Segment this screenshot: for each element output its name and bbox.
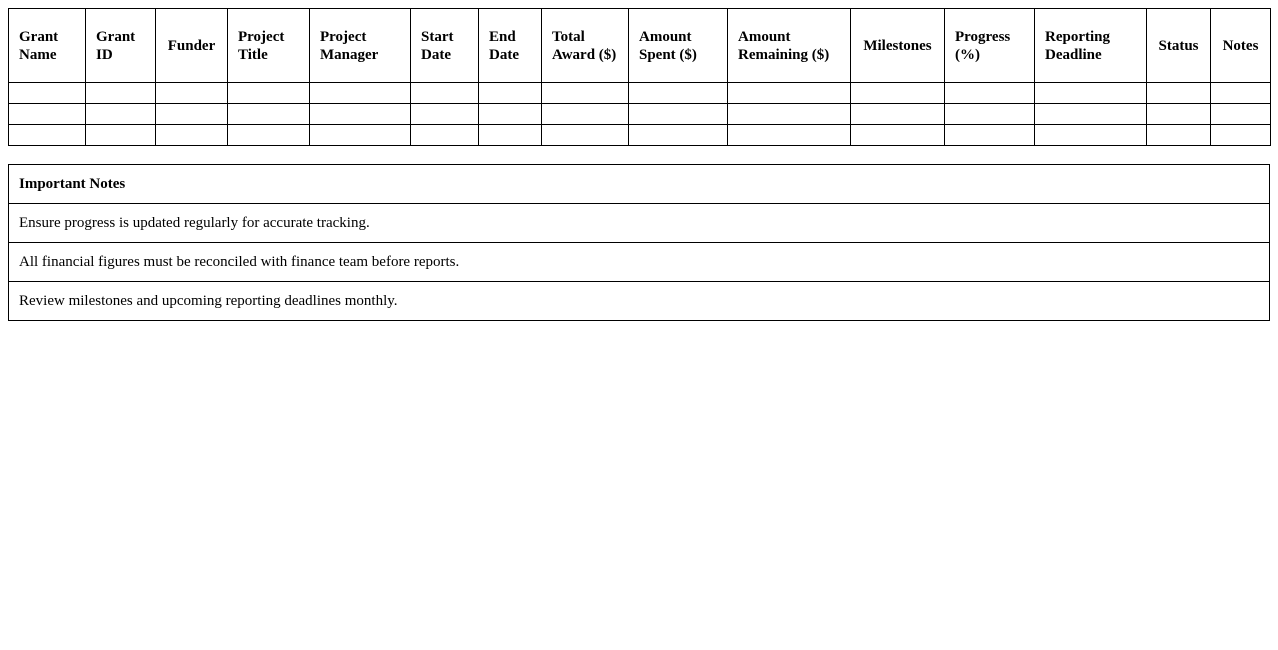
table-cell[interactable] — [851, 83, 945, 104]
table-body — [9, 83, 1271, 146]
table-cell[interactable] — [310, 125, 411, 146]
column-header-status: Status — [1147, 9, 1211, 83]
important-notes-table — [8, 164, 1270, 321]
table-cell[interactable] — [851, 125, 945, 146]
table-cell[interactable] — [728, 104, 851, 125]
note-item: Ensure progress is updated regularly for accurate tracking. — [9, 204, 1270, 243]
notes-heading-row — [9, 165, 1270, 204]
table-cell[interactable] — [9, 104, 86, 125]
column-header-total-award: Total Award ($) — [542, 9, 629, 83]
note-row — [9, 204, 1270, 243]
table-cell[interactable] — [945, 104, 1035, 125]
table-cell[interactable] — [1211, 104, 1271, 125]
table-cell[interactable] — [156, 104, 228, 125]
table-cell[interactable] — [851, 104, 945, 125]
table-cell[interactable] — [1147, 125, 1211, 146]
table-cell[interactable] — [542, 125, 629, 146]
column-header-grant-id: Grant ID — [86, 9, 156, 83]
table-header — [9, 9, 1271, 83]
table-cell[interactable] — [411, 125, 479, 146]
table-cell[interactable] — [629, 104, 728, 125]
table-cell[interactable] — [1211, 125, 1271, 146]
column-header-project-manager: Project Manager — [310, 9, 411, 83]
table-cell[interactable] — [310, 104, 411, 125]
note-row — [9, 243, 1270, 282]
column-header-notes: Notes — [1211, 9, 1271, 83]
notes-heading: Important Notes — [9, 165, 1270, 204]
document-body — [8, 8, 1270, 321]
table-cell[interactable] — [411, 83, 479, 104]
table-cell[interactable] — [629, 125, 728, 146]
table-cell[interactable] — [228, 104, 310, 125]
table-cell[interactable] — [411, 104, 479, 125]
table-cell[interactable] — [945, 83, 1035, 104]
table-cell[interactable] — [1035, 83, 1147, 104]
header-row — [9, 9, 1271, 83]
table-cell[interactable] — [1035, 125, 1147, 146]
table-cell[interactable] — [629, 83, 728, 104]
table-cell[interactable] — [228, 125, 310, 146]
column-header-start-date: Start Date — [411, 9, 479, 83]
column-header-project-title: Project Title — [228, 9, 310, 83]
table-cell[interactable] — [542, 104, 629, 125]
table-cell[interactable] — [479, 104, 542, 125]
table-cell[interactable] — [728, 83, 851, 104]
table-cell[interactable] — [1147, 104, 1211, 125]
table-cell[interactable] — [542, 83, 629, 104]
table-cell[interactable] — [1035, 104, 1147, 125]
column-header-amount-spent: Amount Spent ($) — [629, 9, 728, 83]
table-cell[interactable] — [156, 83, 228, 104]
note-item: Review milestones and upcoming reporting deadlines monthly. — [9, 282, 1270, 321]
table-cell[interactable] — [728, 125, 851, 146]
column-header-reporting-deadline: Reporting Deadline — [1035, 9, 1147, 83]
table-row — [9, 83, 1271, 104]
table-cell[interactable] — [86, 125, 156, 146]
column-header-amount-remaining: Amount Remaining ($) — [728, 9, 851, 83]
column-header-milestones: Milestones — [851, 9, 945, 83]
column-header-grant-name: Grant Name — [9, 9, 86, 83]
table-cell[interactable] — [310, 83, 411, 104]
table-row — [9, 104, 1271, 125]
table-cell[interactable] — [1147, 83, 1211, 104]
table-cell[interactable] — [228, 83, 310, 104]
table-cell[interactable] — [86, 104, 156, 125]
column-header-end-date: End Date — [479, 9, 542, 83]
table-cell[interactable] — [1211, 83, 1271, 104]
table-cell[interactable] — [479, 83, 542, 104]
column-header-progress: Progress (%) — [945, 9, 1035, 83]
grant-tracking-table — [8, 8, 1271, 146]
note-row — [9, 282, 1270, 321]
table-cell[interactable] — [479, 125, 542, 146]
table-cell[interactable] — [86, 83, 156, 104]
table-cell[interactable] — [9, 83, 86, 104]
table-cell[interactable] — [945, 125, 1035, 146]
table-cell[interactable] — [9, 125, 86, 146]
column-header-funder: Funder — [156, 9, 228, 83]
table-row — [9, 125, 1271, 146]
note-item: All financial figures must be reconciled with finance team before reports. — [9, 243, 1270, 282]
table-cell[interactable] — [156, 125, 228, 146]
